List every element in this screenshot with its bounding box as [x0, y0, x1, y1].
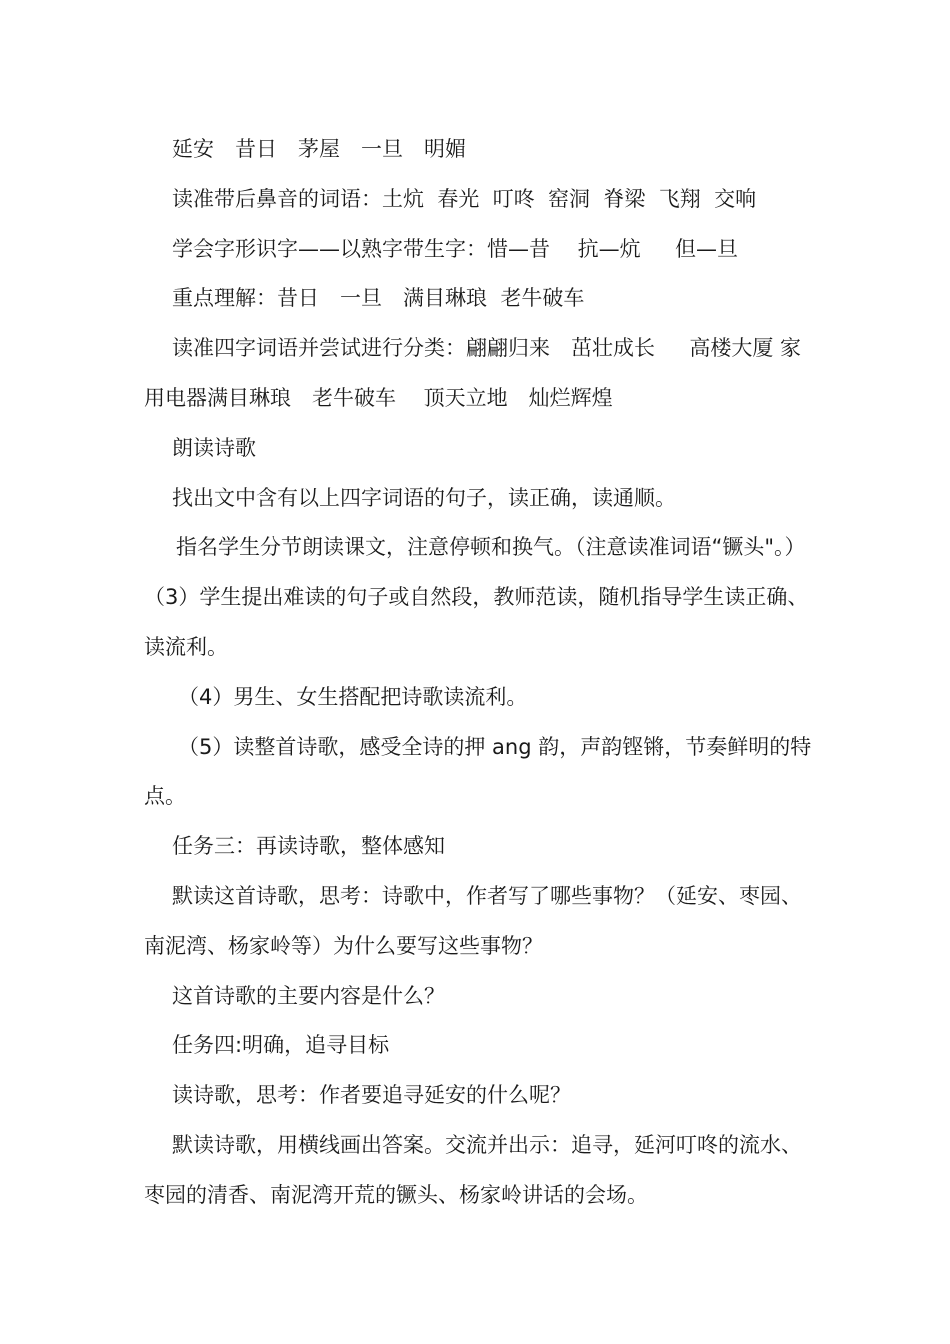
answer-paragraph: 默读诗歌，用横线画出答案。交流并出示：追寻，延河叮咚的流水、枣园的清香、南泥湾开荒的镢头、杨家岭讲话的会场。	[144, 1132, 802, 1207]
document-body	[144, 125, 814, 1221]
character-form-line: 学会字形识字——以熟字带生字：惜—昔 抗—炕 但—旦	[172, 236, 739, 261]
silent-reading-paragraph: 默读这首诗歌，思考：诗歌中，作者写了哪些事物？（延安、枣园、南泥湾、杨家岭等）为什么要写这些事物？	[144, 883, 802, 958]
task-four-heading: 任务四:明确，追寻目标	[172, 1033, 390, 1058]
read-poem-heading: 朗读诗歌	[172, 435, 256, 460]
four-char-words-paragraph: 读准四字词语并尝试进行分类：翩翩归来 茁壮成长 高楼大厦 家用电器满目琳琅 老牛破车 顶天立地 灿烂辉煌	[144, 336, 802, 410]
boys-girls-reading-line: （4）男生、女生搭配把诗歌读流利。	[178, 684, 528, 709]
key-understanding-line: 重点理解：昔日 一旦 满目琳琅 老牛破车	[172, 286, 585, 311]
section-reading-paragraph: 指名学生分节朗读课文，注意停顿和换气。（注意读准词语“镢头"。）（3）学生提出难读的句子或自然段，教师范读，随机指导学生读正确、读流利。	[144, 535, 809, 659]
vocab-line: 延安 昔日 茅屋 一旦 明媚	[172, 137, 466, 161]
pursuit-question: 读诗歌，思考：作者要追寻延安的什么呢？	[172, 1083, 571, 1108]
rhyme-feeling-paragraph: （5）读整首诗歌，感受全诗的押 ang 韵，声韵铿锵，节奏鲜明的特点。	[144, 734, 812, 809]
find-sentences-line: 找出文中含有以上四字词语的句子，读正确，读通顺。	[172, 485, 676, 510]
main-content-question: 这首诗歌的主要内容是什么？	[172, 983, 445, 1008]
task-three-heading: 任务三：再读诗歌，整体感知	[172, 834, 445, 859]
nasal-words-line: 读准带后鼻音的词语：土炕 春光 叮咚 窑洞 脊梁 飞翔 交响	[172, 186, 757, 211]
